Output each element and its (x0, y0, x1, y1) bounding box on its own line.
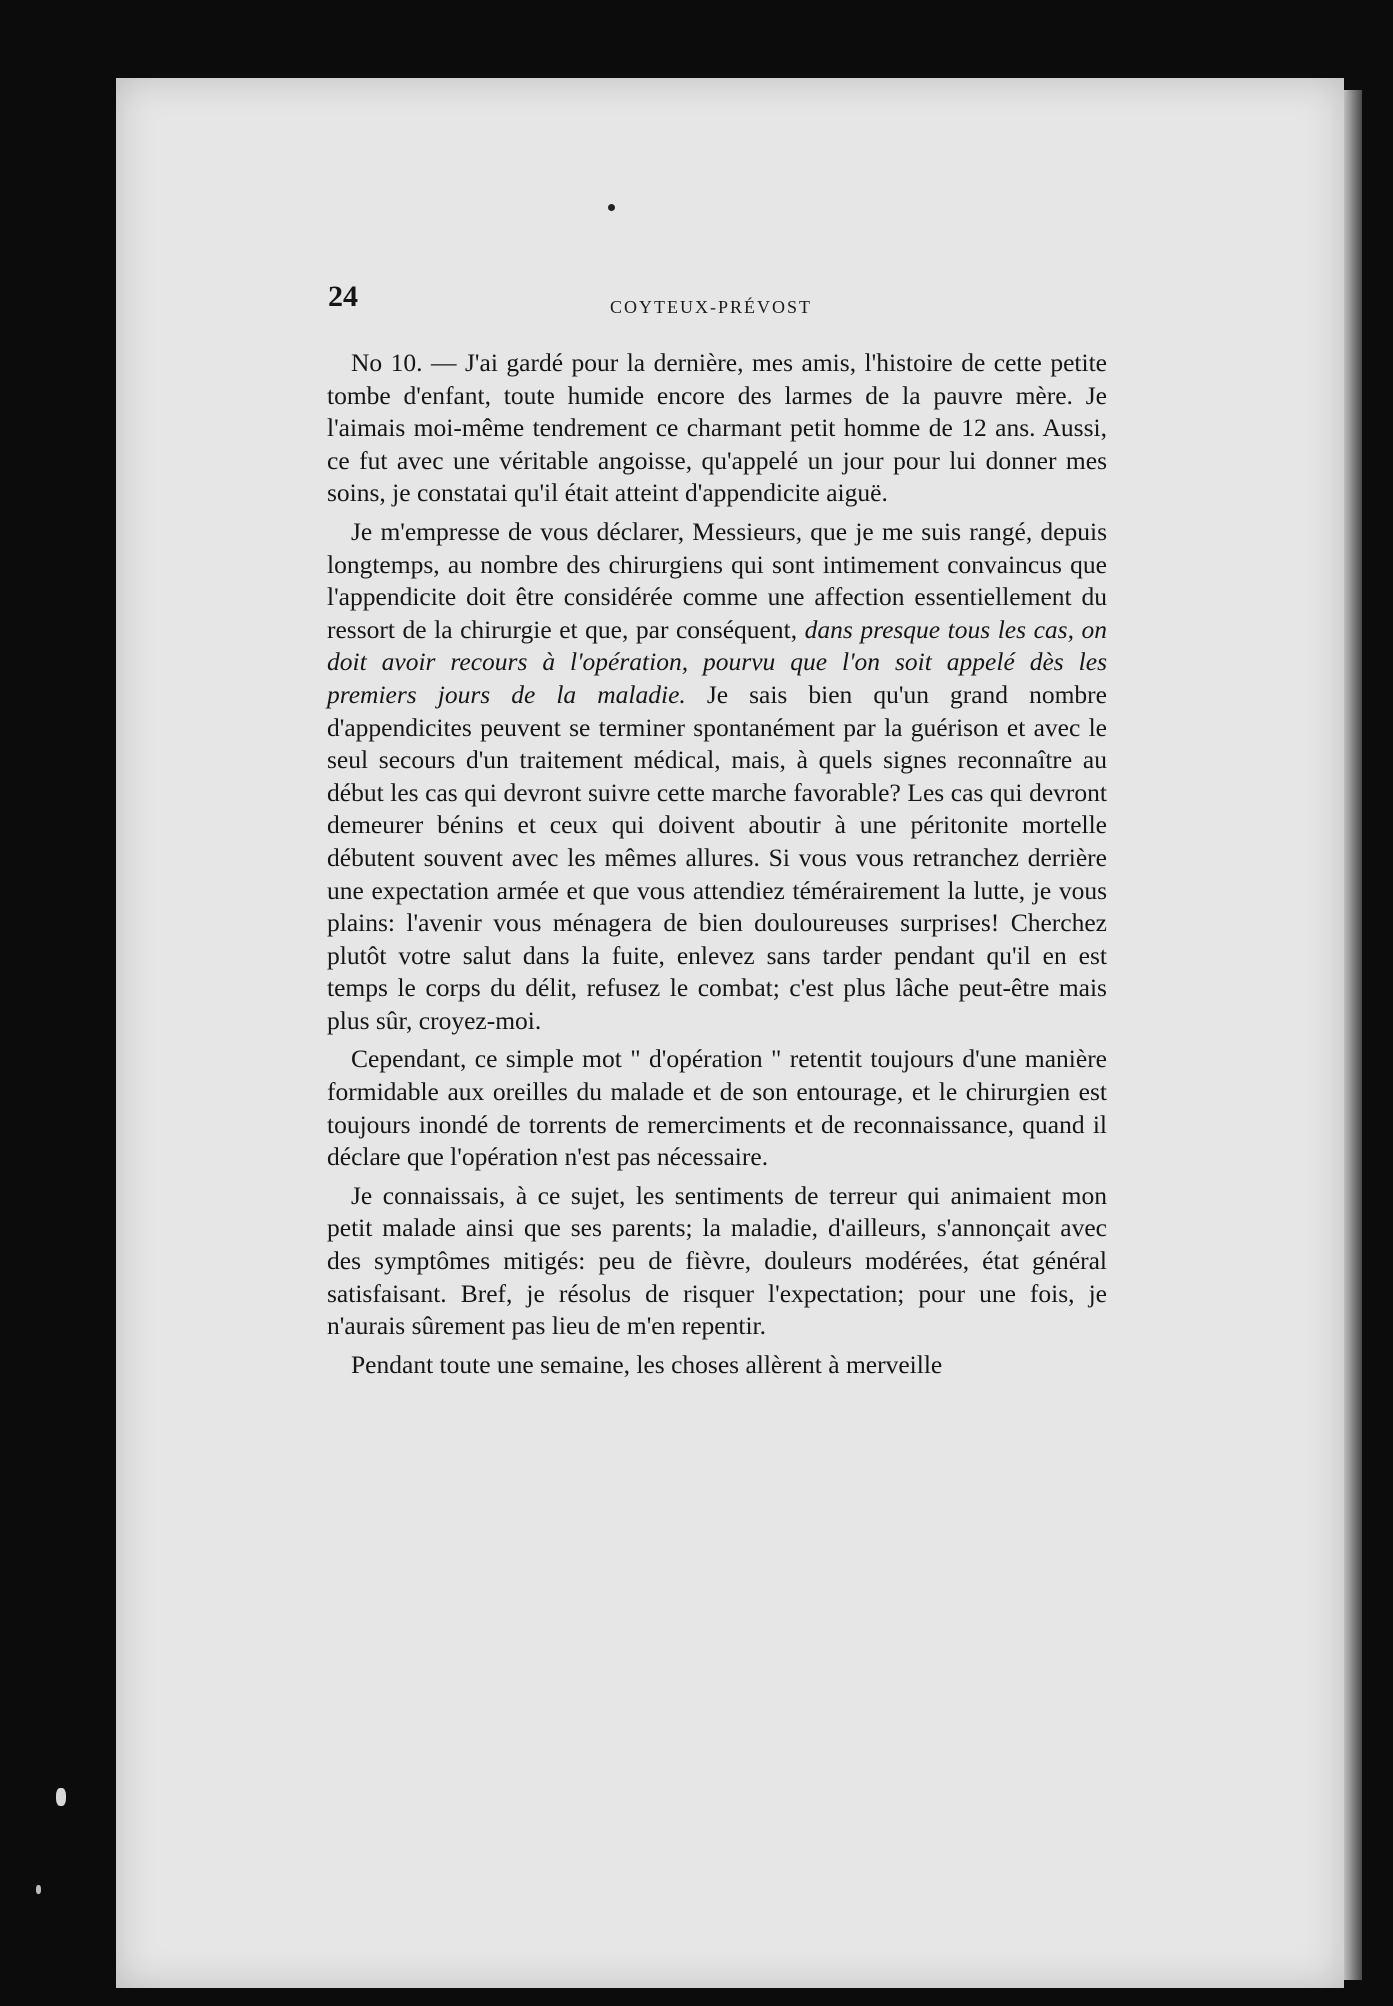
paragraph (327, 516, 1107, 1038)
paragraph: Je connaissais, à ce sujet, les sentiments de terreur qui animaient mon petit malade ainsi que ses parents; la maladie, d'ailleurs, s'annonçait avec des symptômes mitigés: peu de fièvre, douleurs modérées, état général satisfaisant. Bref, je résolus de risquer l'expectation; pour une fois, je n'aurais sûrement pas lieu de m'en repentir. (327, 1180, 1107, 1341)
running-head: COYTEUX-PRÉVOST (610, 297, 813, 317)
italic-passage: dans presque tous les cas, on doit avoir recours à l'opération, pourvu que l'on soit appelé dès les premiers jours de la maladie. (327, 614, 1107, 709)
scan-speck (36, 1885, 41, 1894)
page-edge (1344, 90, 1362, 1980)
paragraph-text: Je m'empresse de vous déclarer, Messieurs, que je me suis rangé, depuis longtemps, au nombre des chirurgiens qui sont intimement convaincus que l'appendicite doit être considérée comme une affection essentiellement du ressort de la chirurgie et que, par conséquent, (327, 516, 1107, 644)
paragraph: Pendant toute une semaine, les choses allèrent à merveille (351, 1349, 943, 1379)
paragraph-text: Je sais bien qu'un grand nombre d'appendicites peuvent se terminer spontanément par la guérison et avec le seul secours d'un traitement médical, mais, à quels signes reconnaître au début les cas qui devront suivre cette marche favorable? Les cas qui devront demeurer bénins et ceux qui doivent aboutir à une péritonite mortelle débutent souvent avec les mêmes allures. Si vous vous retranchez derrière une expectation armée et que vous attendiez témérairement la lutte, je vous plains: l'avenir vous ménagera de bien douloureuses surprises! Cherchez plutôt votre salut dans la fuite, enlevez sans tarder pendant qu'il en est temps le corps du délit, refusez le combat; c'est plus lâche peut-être mais plus sûr, croyez-moi. (327, 679, 1107, 1035)
ink-dot (608, 204, 615, 211)
paragraph: Cependant, ce simple mot " d'opération " retentit toujours d'une manière formidable aux oreilles du malade et de son entourage, et le chirurgien est toujours inondé de torrents de remerciments et de reconnaissance, quand il déclare que l'opération n'est pas nécessaire. (327, 1044, 1107, 1172)
page-number: 24 (328, 280, 358, 313)
scan-speck (56, 1788, 66, 1806)
body-text (327, 347, 1107, 1381)
paragraph: No 10. — J'ai gardé pour la dernière, mes amis, l'histoire de cette petite tombe d'enfant, toute humide encore des larmes de la pauvre mère. Je l'aimais moi-même tendrement ce charmant petit homme de 12 ans. Aussi, ce fut avec une véritable angoisse, qu'appelé un jour pour lui donner mes soins, je constatai qu'il était atteint d'appendicite aiguë. (327, 348, 1107, 508)
